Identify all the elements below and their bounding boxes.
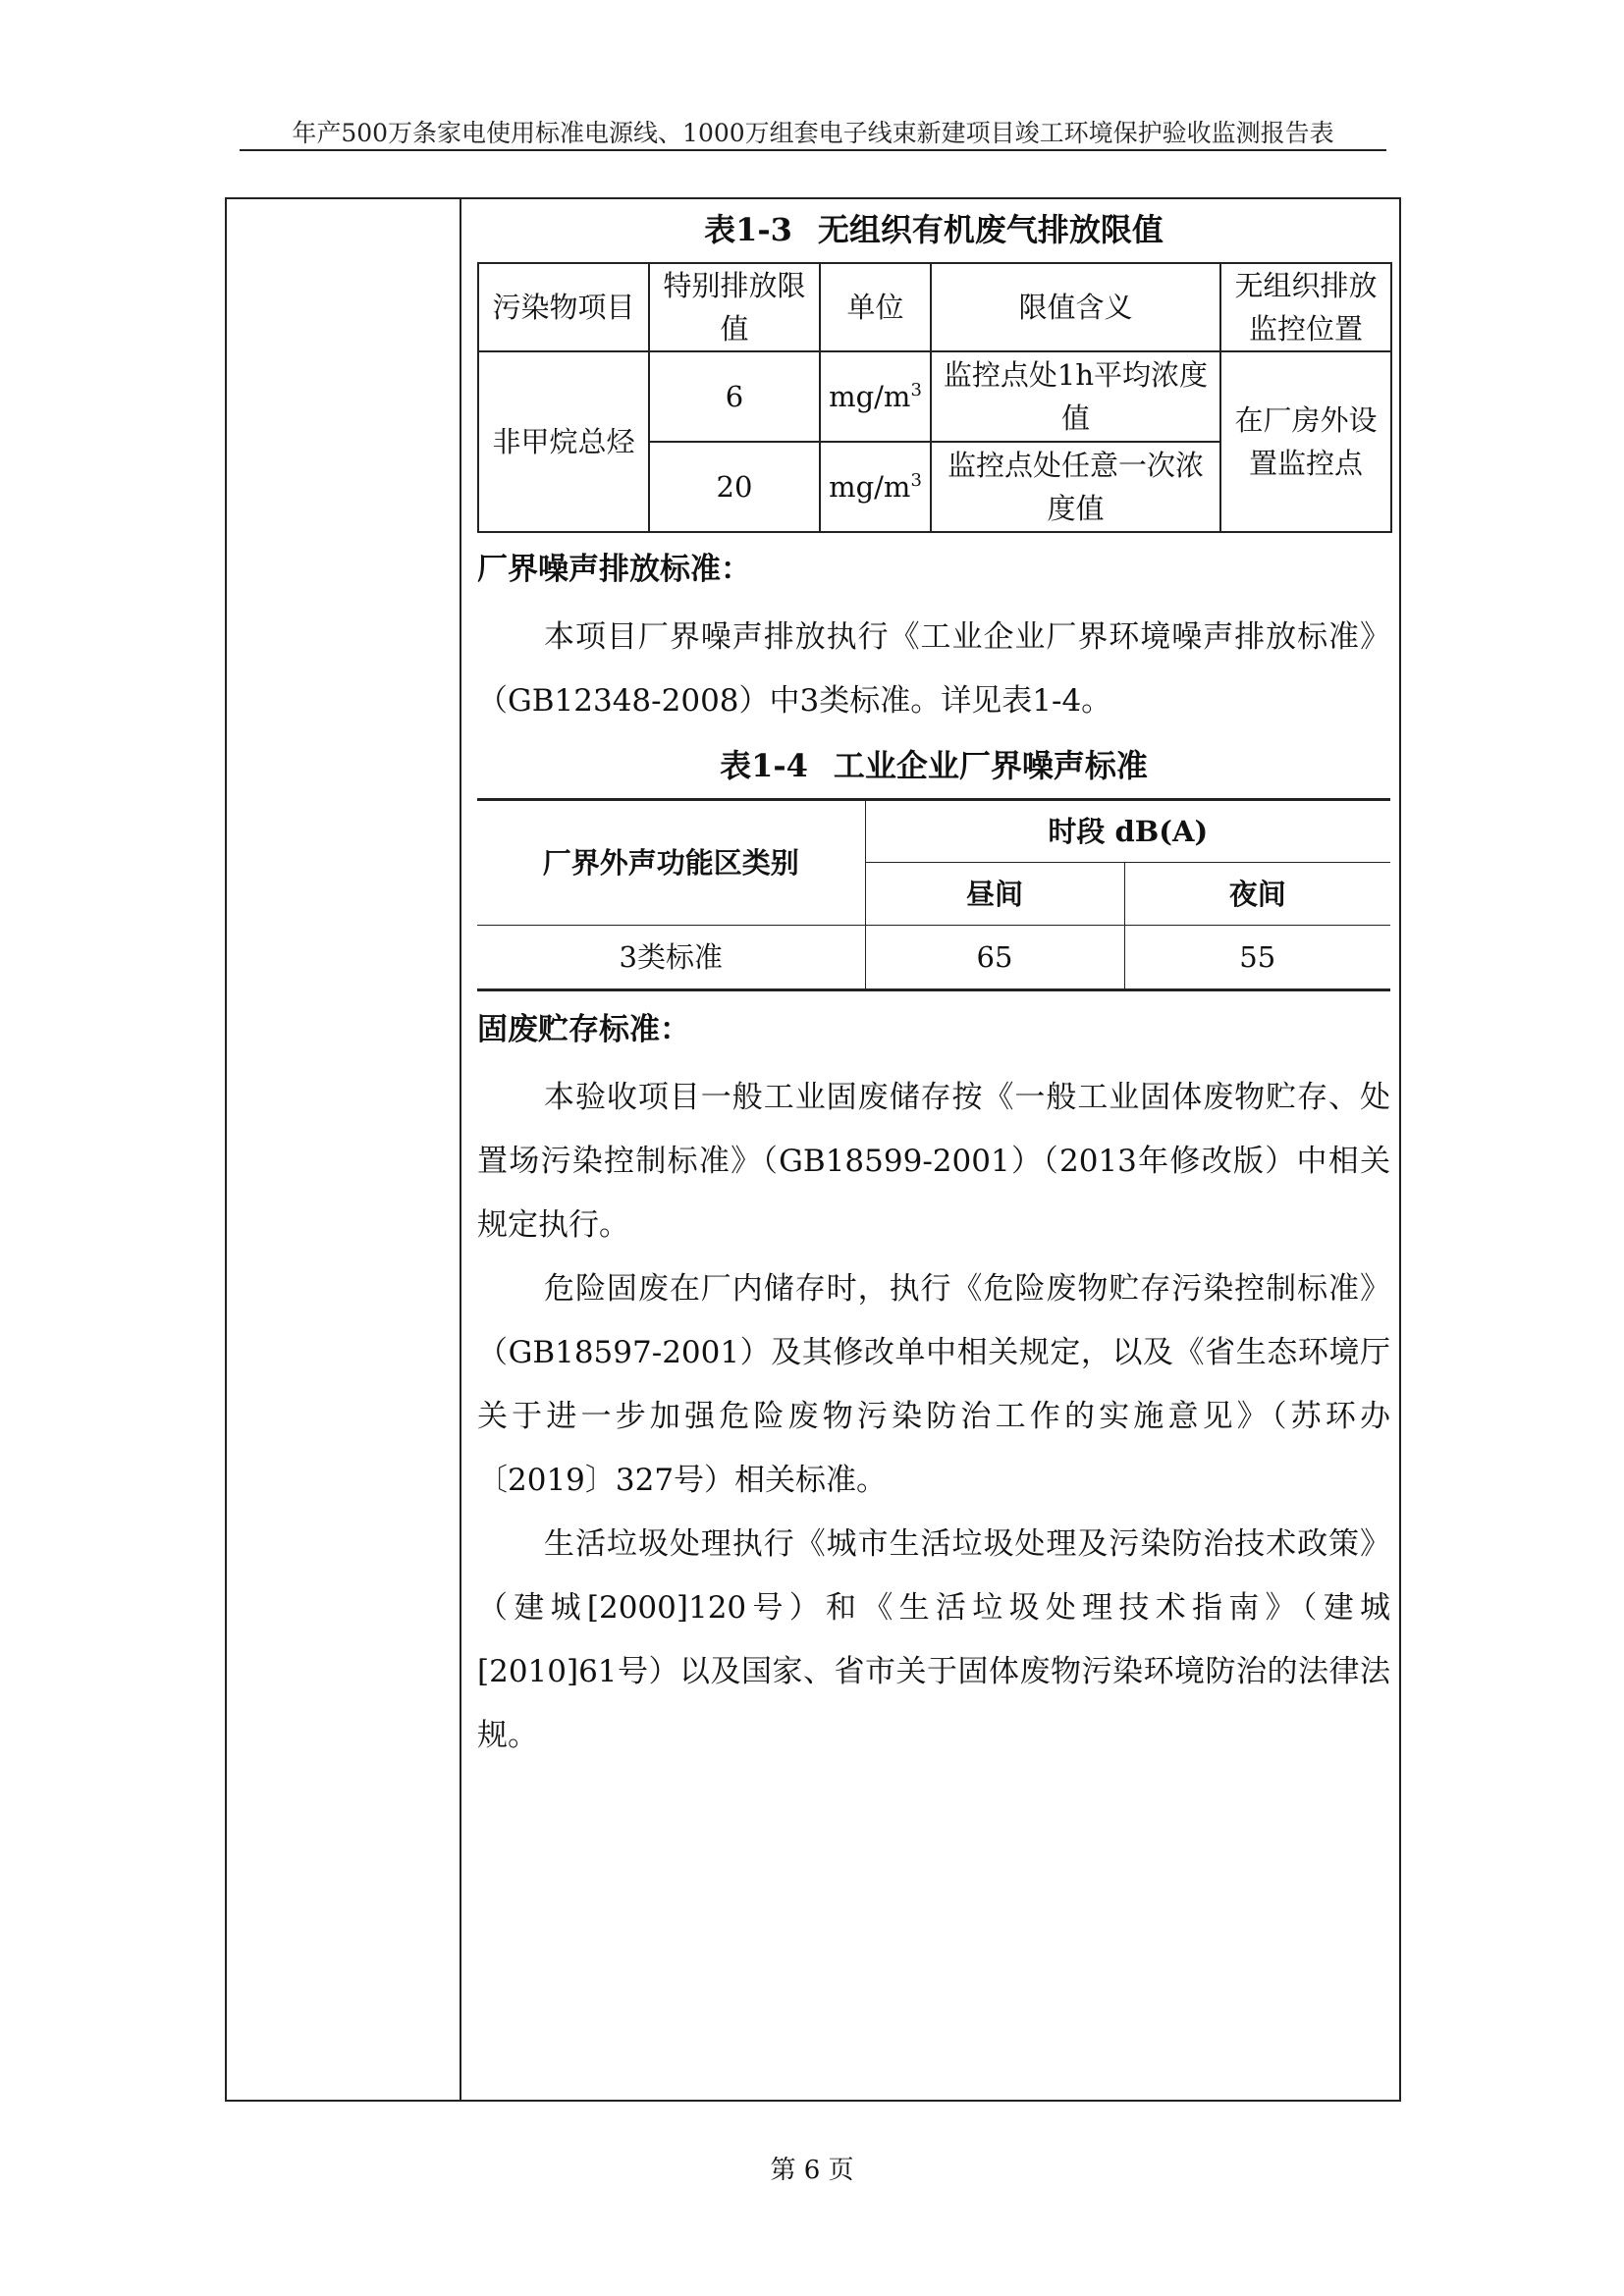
meaning-cell: 监控点处1h平均浓度值 <box>931 351 1220 442</box>
table-row <box>477 926 1390 990</box>
frame-divider <box>460 197 461 2102</box>
table-1-4-header-row <box>477 800 1390 863</box>
table-1-4-title: 工业企业厂界噪声标准 <box>833 747 1148 784</box>
table-1-3-title: 无组织有机废气排放限值 <box>817 211 1164 248</box>
column-header: 特别排放限值 <box>649 263 820 351</box>
table-1-3 <box>477 262 1392 533</box>
solid-waste-heading: 固废贮存标准： <box>477 1012 690 1047</box>
table-1-3-caption <box>477 197 1390 262</box>
table-1-4-number: 表1-4 <box>720 747 808 784</box>
noise-paragraph: 本项目厂界噪声排放执行《工业企业厂界环境噪声排放标准》（GB12348-2008）中3类标准。详见表1-4。 <box>477 619 1390 719</box>
zone-header: 厂界外声功能区类别 <box>477 800 865 926</box>
unit-exponent: 3 <box>910 380 922 400</box>
unit-cell <box>820 351 931 442</box>
running-header: 年产500万条家电使用标准电源线、1000万组套电子线束新建项目竣工环境保护验收监测报告表 <box>292 119 1334 147</box>
report-content <box>477 197 1390 1768</box>
solid-waste-paragraph: 生活垃圾处理执行《城市生活垃圾处理及污染防治技术政策》（建城[2000]120号）和《生活垃圾处理技术指南》（建城[2010]61号）以及国家、省市关于固体废物污染环境防治的法律法规。 <box>477 1526 1390 1753</box>
column-header: 无组织排放监控位置 <box>1220 263 1391 351</box>
unit-base: mg/m <box>829 380 911 413</box>
table-row <box>478 351 1391 442</box>
page-number: 第 6 页 <box>770 2156 854 2185</box>
pollutant-cell: 非甲烷总烃 <box>478 351 649 532</box>
table-1-3-header-row <box>478 263 1391 351</box>
solid-waste-paragraph: 危险固废在厂内储存时，执行《危险废物贮存污染控制标准》（GB18597-2001）及其修改单中相关规定，以及《省生态环境厅关于进一步加强危险废物污染防治工作的实施意见》（苏环办〔2019〕327号）相关标准。 <box>477 1271 1390 1498</box>
unit-exponent: 3 <box>910 470 922 491</box>
solid-waste-paragraph: 本验收项目一般工业固废储存按《一般工业固体废物贮存、处置场污染控制标准》（GB18599-2001）（2013年修改版）中相关规定执行。 <box>477 1080 1390 1243</box>
column-header: 单位 <box>820 263 931 351</box>
zone-cell: 3类标准 <box>477 926 865 990</box>
location-cell: 在厂房外设置监控点 <box>1220 351 1391 532</box>
meaning-cell: 监控点处任意一次浓度值 <box>931 442 1220 532</box>
table-1-3-number: 表1-3 <box>704 211 792 248</box>
night-value-cell: 55 <box>1124 926 1390 990</box>
day-header: 昼间 <box>865 863 1124 926</box>
day-value-cell: 65 <box>865 926 1124 990</box>
limit-cell: 6 <box>649 351 820 442</box>
unit-base: mg/m <box>829 470 911 504</box>
header-rule <box>240 149 1386 151</box>
period-header: 时段 dB(A) <box>865 800 1390 863</box>
unit-cell <box>820 442 931 532</box>
table-1-4 <box>477 798 1390 991</box>
column-header: 污染物项目 <box>478 263 649 351</box>
noise-heading: 厂界噪声排放标准： <box>477 552 751 587</box>
table-1-4-caption <box>477 733 1390 798</box>
night-header: 夜间 <box>1124 863 1390 926</box>
limit-cell: 20 <box>649 442 820 532</box>
column-header: 限值含义 <box>931 263 1220 351</box>
